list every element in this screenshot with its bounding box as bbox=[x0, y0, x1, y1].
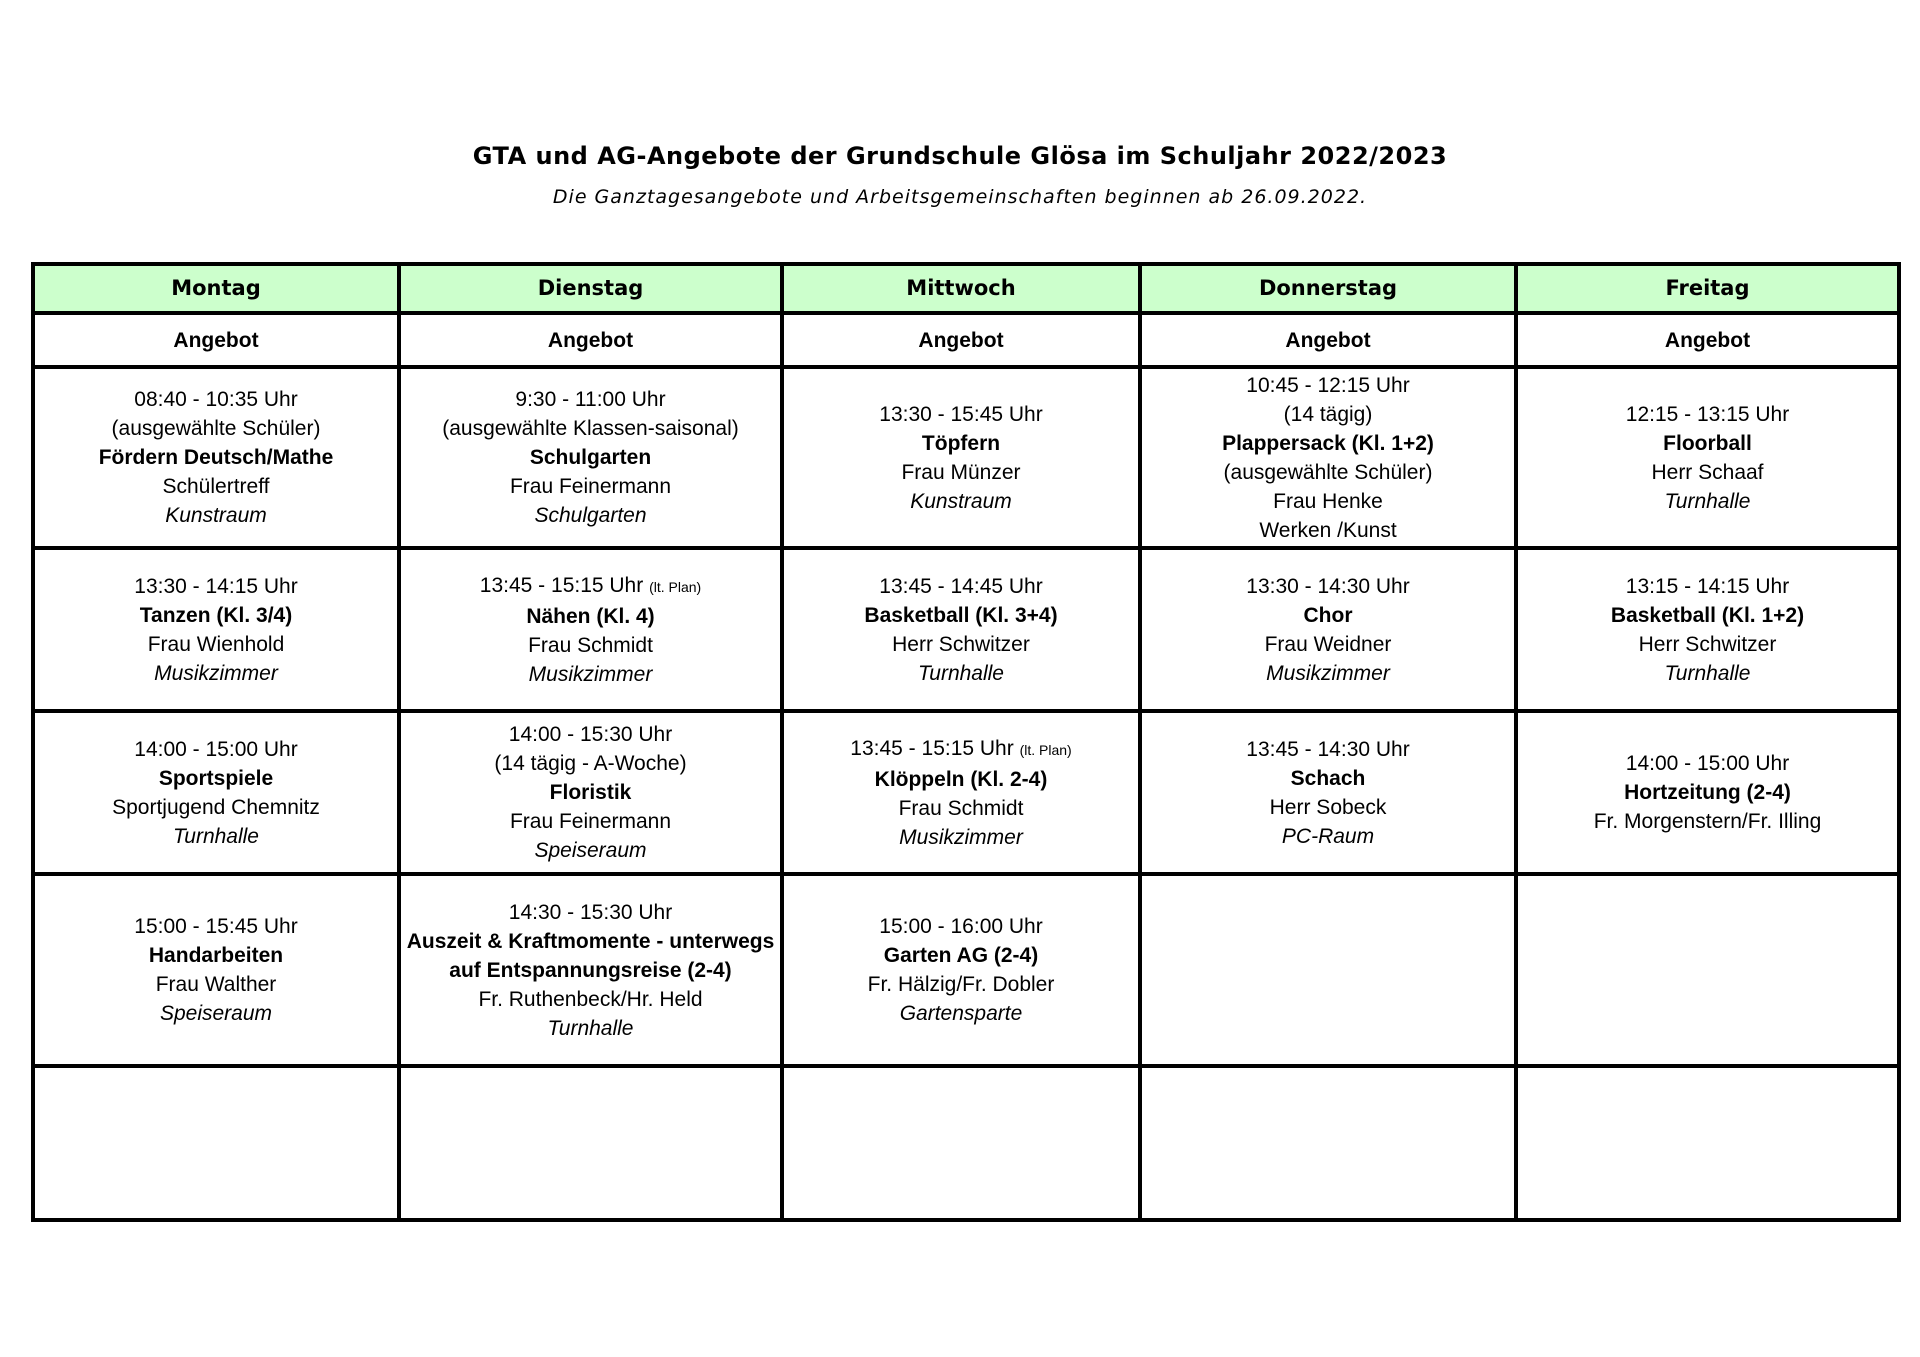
schedule-cell bbox=[399, 367, 782, 548]
page-title: GTA und AG-Angebote der Grundschule Glösa im Schuljahr 2022/2023 bbox=[472, 142, 1448, 170]
offer-leader: Fr. Ruthenbeck/Hr. Held bbox=[478, 987, 703, 1011]
schedule-cell bbox=[1140, 548, 1516, 711]
table-row bbox=[33, 367, 1899, 548]
offer-name: Nähen (Kl. 4) bbox=[526, 604, 655, 628]
offer-leader: Fr. Morgenstern/Fr. Illing bbox=[1593, 810, 1822, 833]
day-header-wednesday: Mittwoch bbox=[782, 264, 1140, 313]
offer-room: Schulgarten bbox=[534, 504, 647, 527]
offer-name: Schach bbox=[1290, 766, 1366, 790]
schedule-cell bbox=[1140, 874, 1516, 1066]
offer-room: Speiseraum bbox=[159, 1002, 273, 1025]
angebot-label: Angebot bbox=[399, 313, 782, 367]
offer-room: Musikzimmer bbox=[1266, 661, 1390, 685]
offer-time bbox=[786, 734, 1136, 765]
schedule-cell bbox=[1140, 711, 1516, 874]
offer-room: Turnhalle bbox=[547, 1016, 634, 1040]
offer-time: 10:45 - 12:15 Uhr bbox=[1246, 373, 1410, 397]
offer-name: Basketball (Kl. 3+4) bbox=[864, 603, 1058, 627]
offer-time-note: (lt. Plan) bbox=[649, 578, 702, 595]
schedule-cell bbox=[33, 367, 399, 548]
offer-note: (14 tägig - A-Woche) bbox=[494, 752, 687, 775]
offer-time: 15:00 - 15:45 Uhr bbox=[134, 915, 298, 938]
offer-name: Floorball bbox=[1663, 431, 1752, 455]
day-header-row bbox=[33, 264, 1899, 313]
schedule-cell bbox=[33, 874, 399, 1066]
offer-leader: Fr. Hälzig/Fr. Dobler bbox=[867, 973, 1055, 996]
table-row bbox=[33, 548, 1899, 711]
schedule-cell bbox=[1140, 367, 1516, 548]
offer-leader: Frau Walther bbox=[155, 973, 277, 996]
offer-leader: Herr Sobeck bbox=[1269, 795, 1387, 819]
offer-note: (ausgewählte Schüler) bbox=[111, 417, 321, 440]
offer-leader: Schülertreff bbox=[162, 475, 270, 498]
offer-name: Schulgarten bbox=[529, 446, 652, 469]
schedule-cell bbox=[782, 367, 1140, 548]
offer-name: Auszeit & Kraftmomente - unterwegs auf Entspannungsreise (2-4) bbox=[406, 929, 775, 982]
offer-time: 14:30 - 15:30 Uhr bbox=[508, 900, 673, 924]
schedule-cell bbox=[782, 874, 1140, 1066]
offer-leader: Herr Schwitzer bbox=[1638, 632, 1777, 656]
schedule-cell bbox=[1516, 711, 1899, 874]
offer-room: Turnhalle bbox=[918, 661, 1004, 685]
schedule-cell bbox=[33, 548, 399, 711]
offer-time: 14:00 - 15:00 Uhr bbox=[1625, 752, 1790, 775]
offer-room: Turnhalle bbox=[1664, 661, 1751, 685]
offer-name: Plappersack (Kl. 1+2) bbox=[1222, 431, 1434, 455]
offer-leader: Frau Schmidt bbox=[528, 633, 653, 657]
schedule-cell bbox=[33, 711, 399, 874]
table-row bbox=[33, 711, 1899, 874]
day-header-tuesday: Dienstag bbox=[399, 264, 782, 313]
offer-name: Klöppeln (Kl. 2-4) bbox=[874, 767, 1048, 791]
day-header-friday: Freitag bbox=[1516, 264, 1899, 313]
offer-time: 14:00 - 15:00 Uhr bbox=[134, 737, 298, 761]
day-header-monday: Montag bbox=[33, 264, 399, 313]
offer-room: Turnhalle bbox=[1664, 489, 1751, 513]
angebot-header-row bbox=[33, 313, 1899, 367]
offer-time: 13:30 - 15:45 Uhr bbox=[879, 402, 1043, 426]
schedule-cell bbox=[782, 711, 1140, 874]
schedule-cell bbox=[1140, 1066, 1516, 1220]
offer-time-value: 13:45 - 15:15 Uhr bbox=[479, 573, 644, 597]
angebot-label: Angebot bbox=[1516, 313, 1899, 367]
day-header-thursday: Donnerstag bbox=[1140, 264, 1516, 313]
offer-leader: Frau Feinermann bbox=[509, 810, 672, 833]
table-row bbox=[33, 874, 1899, 1066]
offer-time: 9:30 - 11:00 Uhr bbox=[515, 388, 666, 411]
offer-name: Sportspiele bbox=[158, 766, 274, 790]
offer-leader: Frau Münzer bbox=[901, 460, 1021, 484]
offer-room: PC-Raum bbox=[1281, 824, 1375, 848]
angebot-label: Angebot bbox=[1140, 313, 1516, 367]
schedule-cell bbox=[782, 548, 1140, 711]
offer-time: 08:40 - 10:35 Uhr bbox=[134, 388, 298, 411]
offer-time: 13:30 - 14:30 Uhr bbox=[1246, 574, 1410, 598]
offer-leader: Herr Schwitzer bbox=[892, 632, 1030, 656]
schedule-cell bbox=[1516, 367, 1899, 548]
page-subtitle: Die Ganztagesangebote und Arbeitsgemeinschaften beginnen ab 26.09.2022. bbox=[552, 186, 1368, 208]
offer-leader: Frau Wienhold bbox=[147, 632, 285, 656]
offer-leader: Frau Feinermann bbox=[509, 475, 672, 498]
schedule-cell bbox=[1516, 874, 1899, 1066]
angebot-label: Angebot bbox=[33, 313, 399, 367]
schedule-cell bbox=[399, 548, 782, 711]
schedule-cell bbox=[399, 711, 782, 874]
offer-time: 15:00 - 16:00 Uhr bbox=[879, 915, 1043, 938]
offer-name: Basketball (Kl. 1+2) bbox=[1610, 603, 1805, 627]
offer-leader: Sportjugend Chemnitz bbox=[112, 795, 320, 819]
offer-room: Werken /Kunst bbox=[1259, 518, 1397, 542]
offer-room: Musikzimmer bbox=[154, 661, 278, 685]
schedule-cell bbox=[782, 1066, 1140, 1220]
offer-time: 13:45 - 14:45 Uhr bbox=[879, 574, 1043, 598]
schedule-cell bbox=[1516, 1066, 1899, 1220]
offer-name: Handarbeiten bbox=[148, 944, 284, 967]
offer-name: Hortzeitung (2-4) bbox=[1624, 781, 1791, 804]
offer-room: Musikzimmer bbox=[899, 825, 1023, 849]
schedule-cell bbox=[33, 1066, 399, 1220]
offer-name: Tanzen (Kl. 3/4) bbox=[139, 603, 293, 627]
offer-leader: Frau Schmidt bbox=[898, 796, 1024, 820]
offer-time bbox=[403, 571, 778, 602]
offer-room: Kunstraum bbox=[165, 504, 267, 527]
schedule-cell bbox=[1516, 548, 1899, 711]
offer-name: Fördern Deutsch/Mathe bbox=[98, 446, 334, 469]
offer-name: Chor bbox=[1303, 603, 1353, 627]
offer-room: Speiseraum bbox=[534, 839, 647, 862]
offer-time-note: (lt. Plan) bbox=[1019, 741, 1072, 758]
offer-name: Floristik bbox=[549, 781, 632, 804]
offer-name: Garten AG (2-4) bbox=[883, 944, 1039, 967]
offer-leader: Frau Weidner bbox=[1264, 632, 1392, 656]
offer-time: 13:15 - 14:15 Uhr bbox=[1625, 574, 1790, 598]
offer-room: Kunstraum bbox=[910, 489, 1012, 513]
offer-name: Töpfern bbox=[921, 431, 1001, 455]
offer-leader: Frau Henke bbox=[1273, 489, 1383, 513]
offer-room: Turnhalle bbox=[173, 824, 259, 848]
angebot-label: Angebot bbox=[782, 313, 1140, 367]
offer-note: (14 tägig) bbox=[1283, 402, 1373, 426]
schedule-table bbox=[31, 262, 1901, 1222]
offer-time: 13:30 - 14:15 Uhr bbox=[134, 574, 298, 598]
offer-leader: Herr Schaaf bbox=[1651, 460, 1764, 484]
offer-room: Musikzimmer bbox=[528, 662, 653, 686]
offer-time: 12:15 - 13:15 Uhr bbox=[1625, 402, 1790, 426]
table-row bbox=[33, 1066, 1899, 1220]
offer-time: 14:00 - 15:30 Uhr bbox=[508, 723, 673, 746]
offer-time: 13:45 - 14:30 Uhr bbox=[1246, 737, 1410, 761]
schedule-cell bbox=[399, 874, 782, 1066]
schedule-cell bbox=[399, 1066, 782, 1220]
offer-room: Gartensparte bbox=[899, 1002, 1023, 1025]
offer-note: (ausgewählte Schüler) bbox=[1223, 460, 1433, 484]
offer-note: (ausgewählte Klassen-saisonal) bbox=[442, 417, 739, 440]
offer-time-value: 13:45 - 15:15 Uhr bbox=[850, 736, 1014, 760]
